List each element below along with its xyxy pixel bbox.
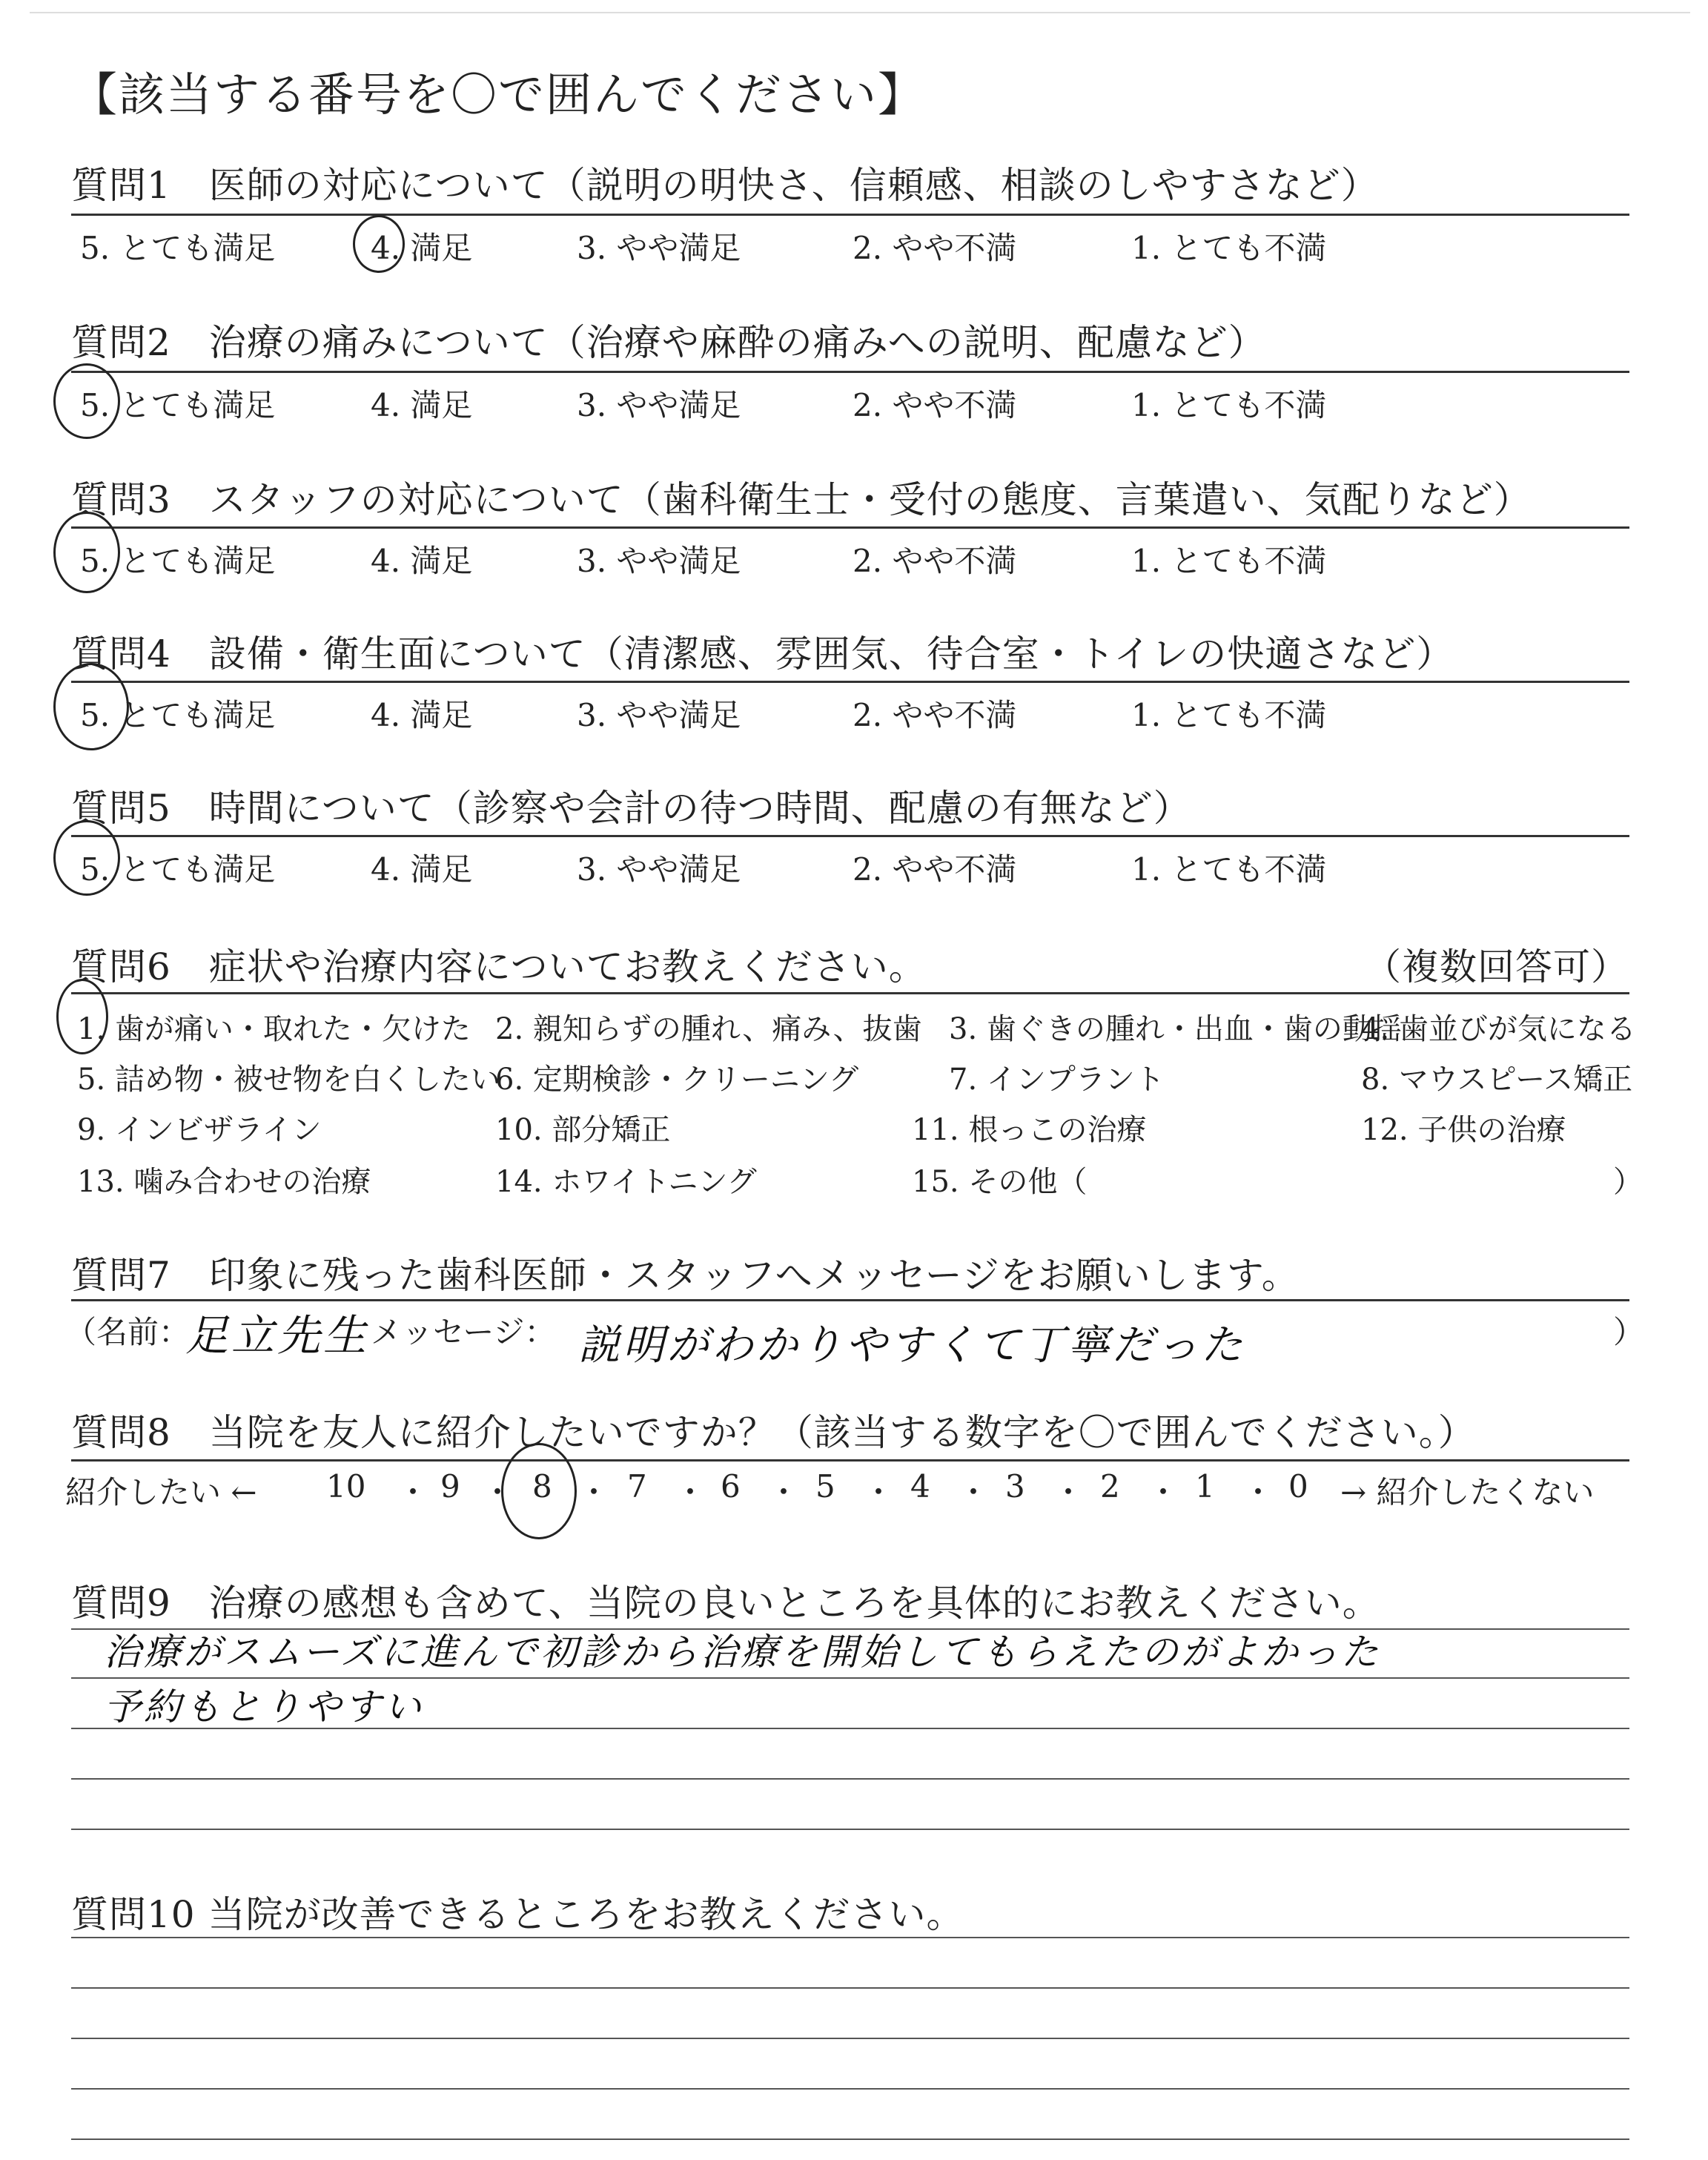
q8-scale-7[interactable]: 7 (627, 1468, 647, 1505)
question-2-rule (71, 371, 1629, 373)
q6-selection-circle (56, 979, 108, 1054)
question-6-note: （複数回答可） (1364, 945, 1629, 988)
q1-option-5[interactable]: 5. とても満足 (80, 230, 276, 266)
question-5-title: 質問5 時間について（診察や会計の待つ時間、配慮の有無など） (71, 787, 1191, 830)
question-4-rule (71, 681, 1629, 683)
q7-message-label: メッセージ： (371, 1314, 556, 1350)
q6-item-11[interactable]: 11. 根っこの治療 (912, 1113, 1147, 1147)
q6-item-3[interactable]: 3. 歯ぐきの腫れ・出血・歯の動揺 (949, 1012, 1402, 1046)
q8-scale-10[interactable]: 10 (326, 1468, 366, 1505)
q5-selection-circle (53, 820, 120, 896)
top-edge-line (30, 12, 1690, 13)
q2-option-3[interactable]: 3. やや満足 (577, 387, 741, 423)
q6-item-9[interactable]: 9. インビザライン (77, 1113, 322, 1147)
question-10-title: 質問10 当院が改善できるところをお教えください。 (71, 1893, 964, 1936)
question-2-title: 質問2 治療の痛みについて（治療や麻酔の痛みへの説明、配慮など） (71, 321, 1266, 364)
q1-option-4[interactable]: 4. 満足 (371, 230, 473, 266)
q6-item-4[interactable]: 4. 歯並びが気になる (1361, 1012, 1636, 1046)
question-6-rule (71, 992, 1629, 994)
q9-answer-line (71, 1829, 1629, 1830)
q2-option-5[interactable]: 5. とても満足 (80, 387, 276, 423)
q8-dot: ・ (1148, 1474, 1179, 1510)
q7-name-label: （名前： (65, 1314, 191, 1350)
q9-answer-line (71, 1778, 1629, 1780)
q8-dot: ・ (958, 1474, 990, 1510)
q4-option-1[interactable]: 1. とても不満 (1131, 697, 1327, 733)
q6-item-8[interactable]: 8. マウスピース矯正 (1361, 1063, 1633, 1097)
question-6-title: 質問6 症状や治療内容についてお教えください。 (71, 945, 927, 988)
q6-item-15-close: ） (1613, 1165, 1643, 1199)
question-5-rule (71, 835, 1629, 837)
q1-selection-circle (353, 215, 405, 273)
question-8-title: 質問8 当院を友人に紹介したいですか？（該当する数字を〇で囲んでください。） (71, 1411, 1476, 1454)
q5-option-3[interactable]: 3. やや満足 (577, 851, 741, 888)
q1-option-2[interactable]: 2. やや不満 (853, 230, 1017, 266)
q1-option-1[interactable]: 1. とても不満 (1131, 230, 1327, 266)
q2-option-4[interactable]: 4. 満足 (371, 387, 473, 423)
q8-scale-6[interactable]: 6 (721, 1468, 741, 1505)
q2-option-2[interactable]: 2. やや不満 (853, 387, 1017, 423)
q5-option-2[interactable]: 2. やや不満 (853, 851, 1017, 888)
q5-option-4[interactable]: 4. 満足 (371, 851, 473, 888)
q6-item-1[interactable]: 1. 歯が痛い・取れた・欠けた (77, 1012, 471, 1046)
q7-message-handwritten[interactable]: 説明がわかりやすくて丁寧だった (578, 1321, 1245, 1370)
q3-option-5[interactable]: 5. とても満足 (80, 543, 276, 579)
question-7-title: 質問7 印象に残った歯科医師・スタッフへメッセージをお願いします。 (71, 1254, 1300, 1297)
q6-item-5[interactable]: 5. 詰め物・被せ物を白くしたい (77, 1063, 500, 1097)
q8-dot: ・ (863, 1474, 895, 1510)
q9-handwritten-line-1[interactable]: 治療がスムーズに進んで初診から治療を開始してもらえたのがよかった (104, 1631, 1381, 1674)
q5-option-1[interactable]: 1. とても不満 (1131, 851, 1327, 888)
q7-name-handwritten[interactable]: 足立先生 (185, 1310, 370, 1361)
q8-dot: ・ (482, 1474, 514, 1510)
q8-dot: ・ (675, 1474, 706, 1510)
q3-option-2[interactable]: 2. やや不満 (853, 543, 1017, 579)
q8-scale-1[interactable]: 1 (1195, 1468, 1215, 1505)
q8-dot: ・ (1242, 1474, 1274, 1510)
q4-option-3[interactable]: 3. やや満足 (577, 697, 741, 733)
q10-answer-line (71, 2088, 1629, 2090)
q8-right-label: → 紹介したくない (1340, 1474, 1595, 1510)
q8-scale-2[interactable]: 2 (1100, 1468, 1120, 1505)
q3-selection-circle (53, 512, 120, 593)
q6-item-12[interactable]: 12. 子供の治療 (1361, 1113, 1566, 1147)
q2-selection-circle (53, 363, 120, 439)
q6-item-10[interactable]: 10. 部分矯正 (495, 1113, 671, 1147)
question-1-title: 質問1 医師の対応について（説明の明快さ、信頼感、相談のしやすさなど） (71, 164, 1379, 207)
q2-option-1[interactable]: 1. とても不満 (1131, 387, 1327, 423)
form-heading: 【該当する番号を〇で囲んでください】 (71, 67, 926, 122)
q6-item-13[interactable]: 13. 噛み合わせの治療 (77, 1165, 371, 1199)
q8-scale-0[interactable]: 0 (1288, 1468, 1308, 1505)
q3-option-4[interactable]: 4. 満足 (371, 543, 473, 579)
q6-item-6[interactable]: 6. 定期検診・クリーニング (495, 1063, 859, 1097)
question-8-rule (71, 1459, 1629, 1462)
q10-answer-line (71, 1987, 1629, 1989)
q5-option-5[interactable]: 5. とても満足 (80, 851, 276, 888)
q8-dot: ・ (397, 1474, 429, 1510)
q8-dot: ・ (1053, 1474, 1085, 1510)
q6-item-15[interactable]: 15. その他（ (912, 1165, 1088, 1199)
q3-option-1[interactable]: 1. とても不満 (1131, 543, 1327, 579)
q7-close-paren: ） (1613, 1314, 1645, 1350)
q6-item-2[interactable]: 2. 親知らずの腫れ、痛み、抜歯 (495, 1012, 922, 1046)
q8-selection-circle (501, 1443, 577, 1539)
question-9-title: 質問9 治療の感想も含めて、当院の良いところを具体的にお教えください。 (71, 1582, 1380, 1625)
q10-answer-line (71, 2138, 1629, 2140)
q8-scale-4[interactable]: 4 (910, 1468, 930, 1505)
q8-dot: ・ (578, 1474, 610, 1510)
q10-answer-line (71, 2038, 1629, 2039)
q8-dot: ・ (768, 1474, 800, 1510)
q8-scale-3[interactable]: 3 (1005, 1468, 1025, 1505)
q1-option-3[interactable]: 3. やや満足 (577, 230, 741, 266)
q3-option-3[interactable]: 3. やや満足 (577, 543, 741, 579)
question-1-rule (71, 214, 1629, 216)
q8-left-label: 紹介したい ← (65, 1474, 257, 1510)
q8-scale-8[interactable]: 8 (532, 1468, 552, 1505)
q6-item-14[interactable]: 14. ホワイトニング (495, 1165, 757, 1199)
q6-item-7[interactable]: 7. インプラント (949, 1063, 1165, 1097)
q4-selection-circle (53, 663, 129, 750)
q8-scale-5[interactable]: 5 (815, 1468, 835, 1505)
q4-option-5[interactable]: 5. とても満足 (80, 697, 276, 733)
q9-handwritten-line-2[interactable]: 予約もとりやすい (104, 1685, 424, 1728)
q10-answer-line (71, 1937, 1629, 1938)
q8-scale-9[interactable]: 9 (440, 1468, 460, 1505)
question-3-title: 質問3 スタッフの対応について（歯科衛生士・受付の態度、言葉遣い、気配りなど） (71, 478, 1532, 521)
question-4-title: 質問4 設備・衛生面について（清潔感、雰囲気、待合室・トイレの快適さなど） (71, 633, 1454, 676)
q4-option-2[interactable]: 2. やや不満 (853, 697, 1017, 733)
question-3-rule (71, 526, 1629, 529)
q4-option-4[interactable]: 4. 満足 (371, 697, 473, 733)
